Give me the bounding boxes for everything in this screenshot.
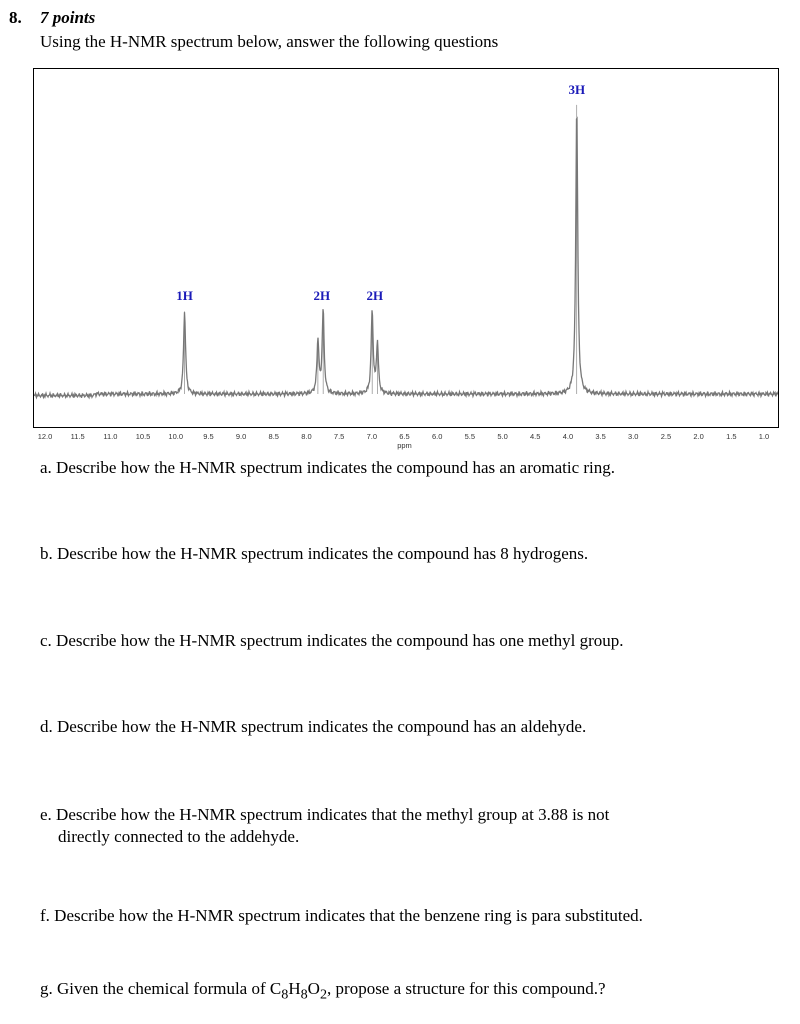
x-tick-label: 12.0 [37,432,53,441]
x-tick-label: 9.5 [203,432,214,441]
x-tick-label: 8.5 [268,432,279,441]
question-intro: Using the H-NMR spectrum below, answer the following questions [40,32,499,51]
question-number: 8. [9,8,22,27]
x-tick-label: 4.5 [530,432,541,441]
question-header [9,8,95,28]
formula-sub-o: 2 [319,986,328,1003]
formula-o: O [307,979,320,998]
x-tick-label: 7.0 [366,432,378,441]
integration-label-1: 2H [313,288,331,304]
question-c: c. Describe how the H-NMR spectrum indicates the compound has one methyl group. [40,631,624,650]
question-e [40,804,609,848]
nmr-spectrum-plot [34,69,779,428]
ppm-axis [33,429,779,453]
formula-sub-c: 8 [281,986,289,1003]
integration-label-3: 3H [568,81,586,97]
x-tick-label: 7.5 [333,432,345,441]
integration-label-0: 1H [176,288,193,304]
question-g-suffix: , propose a structure for this compound.? [327,979,606,998]
x-tick-label: 2.0 [693,432,704,441]
question-b: b. Describe how the H-NMR spectrum indicates the compound has 8 hydrogens. [40,544,589,563]
x-axis-label: ppm [397,441,412,450]
x-tick-label: 4.0 [562,432,574,441]
x-tick-label: 11.5 [70,432,85,441]
question-points: 7 points [40,8,96,27]
x-tick-label: 10.0 [168,432,184,441]
question-e-line2: directly connected to the addehyde. [58,827,300,846]
question-g-prefix: g. Given the chemical formula of C [40,979,282,998]
x-tick-label: 5.5 [464,432,476,441]
x-tick-label: 10.5 [135,432,151,441]
x-tick-label: 3.0 [628,432,639,441]
x-tick-label: 8.0 [301,432,312,441]
formula-sub-h: 8 [300,986,308,1003]
question-a: a. Describe how the H-NMR spectrum indicates the compound has an aromatic ring. [40,458,616,477]
nmr-spectrum-chart [33,68,779,428]
x-tick-label: 1.5 [726,432,737,441]
spectrum-trace [34,118,779,397]
integration-label-2: 2H [366,288,384,304]
question-e-line1: e. Describe how the H-NMR spectrum indicates that the methyl group at 3.88 is not [40,805,610,824]
x-tick-label: 2.5 [660,432,672,441]
x-tick-label: 6.0 [431,432,443,441]
x-tick-label: 1.0 [758,432,770,441]
x-tick-label: 5.0 [497,432,508,441]
x-tick-label: 6.5 [399,432,410,441]
question-f: f. Describe how the H-NMR spectrum indicates that the benzene ring is para substituted. [40,906,643,925]
x-tick-label: 11.0 [103,432,118,441]
formula-h: H [288,979,301,998]
x-tick-label: 3.5 [595,432,606,441]
x-tick-label: 9.0 [235,432,247,441]
question-g [40,978,606,1005]
question-d: d. Describe how the H-NMR spectrum indicates the compound has an aldehyde. [40,717,587,736]
